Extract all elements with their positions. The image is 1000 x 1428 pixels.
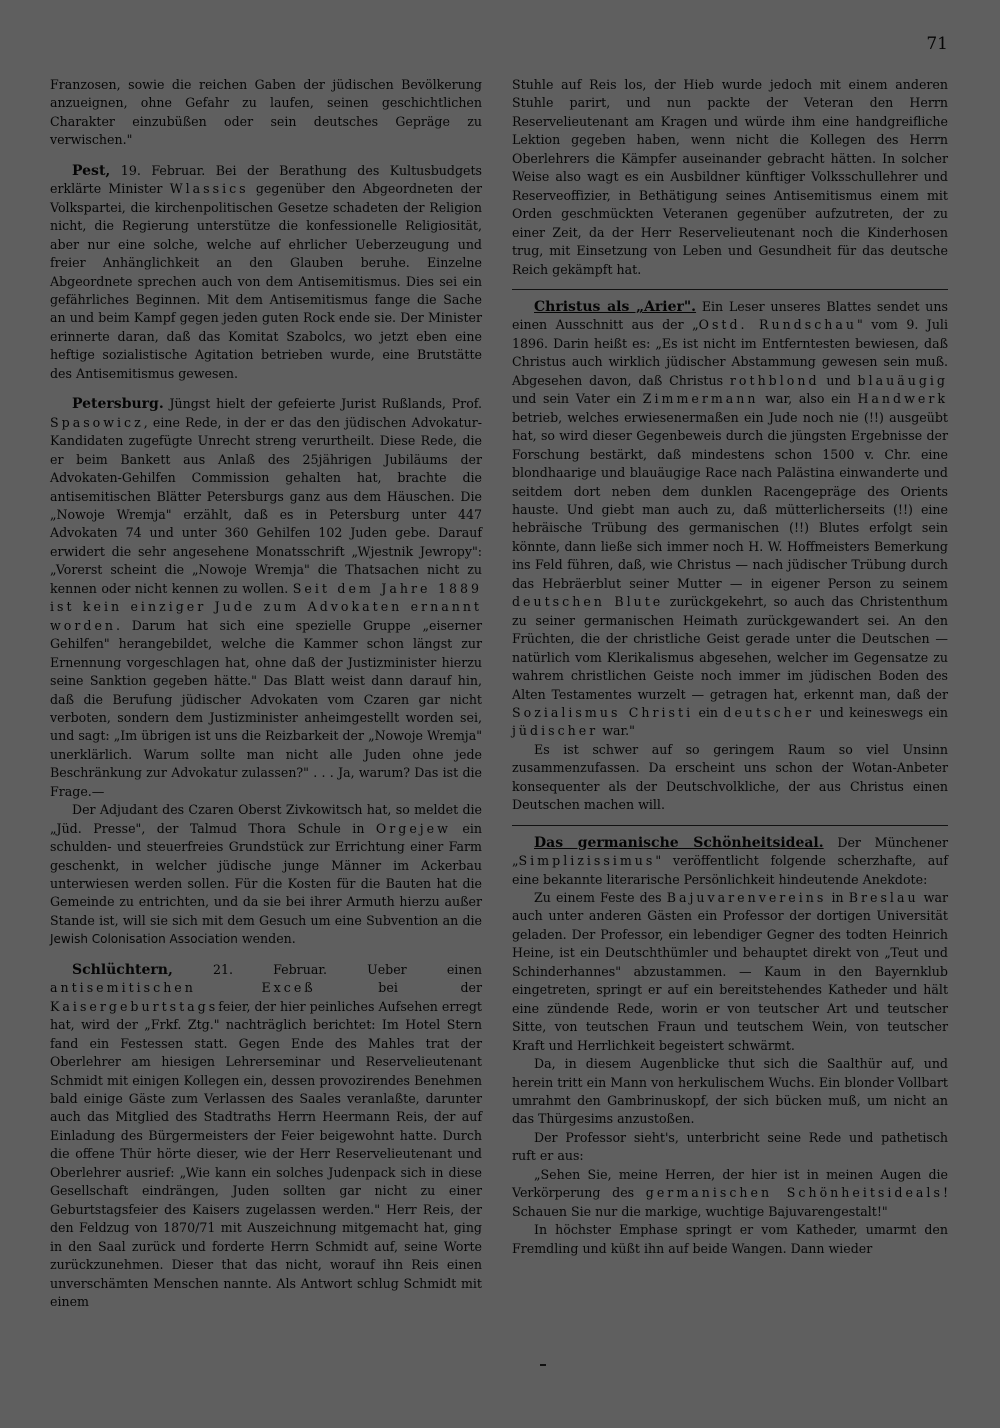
article-text: Ein Leser unseres Blattes sendet uns einen Ausschnitt aus der „: [512, 298, 948, 333]
article-text: betrieb, welches erwiesenermaßen ein Jude noch nie (!!) ausgeübt hat, so wird dieser Gegenbeweis durch die jüngsten Ergebnisse der Forschung bestärkt, daß mindestens schon 1500 v. Chr. eine blondhaarige und blauäugige Race nach Palästina einwanderte und seitdem dort neben dem dunklen Racengepräge des Orients hauste. Und giebt man auch zu, daß mütterlicherseits (!!) eine hebräische Trübung des germanischen (!!) Blutes erfolgt sein könnte, dann ließe sich immer noch H. W. Hoffmeisters Bemerkung ins Feld führen, daß, wie Christus — nach jüdischer Trübung durch das Hebräerblut seiner Mutter — in eigener Person zu seinem: [512, 409, 948, 591]
article-text: Ueber einen: [326, 961, 482, 977]
dateline-pest: Pest,: [72, 162, 111, 179]
article-text: war.": [598, 723, 635, 739]
article-text: feier, der hier peinliches Aufsehen erregt hat, wird der „Frkf. Ztg." nachträglich berichtet: Im Hotel Stern fand ein Festessen statt. Gegen Ende des Mahles trat der Oberlehrer am hiesigen Lehrerseminar und Reservelieutenant Schmidt mit einigen Kollegen ein, dessen provozirendes Benehmen bald einige Gäste zum Verlassen des Saales veranlaßte, darunter auch das Mitglied des Stadtraths Herrn Heermann Reis, der auf Einladung des Bürgermeisters der Feier beigewohnt hatte. Durch die offene Thür hörte dieser, wie der Herr Reservelieutenant und Oberlehrer ausrief: „Wie kann ein solches Judenpack sich in diese Gesellschaft eindrängen, Juden sollten gar nicht zu einer Geburtstagsfeier des Kaisers zugelassen werden." Herr Reis, der den Feldzug von 1870/71 mit Auszeichnung mitgemacht hat, ging in den Saal zurück und forderte Herrn Schmidt auf, seine Worte zurückzunehmen. Dieser that das nicht, worauf ihn Reis einen unverschämten Menschen nannte. Als Antwort schlug Schmidt mit einem: [50, 998, 482, 1309]
spaced-emphasis: Breslau: [848, 890, 919, 906]
spaced-emphasis: deutschen Blute: [512, 594, 664, 610]
footer-mark: [540, 1364, 546, 1366]
heading-christus: Christus als „Arier".: [534, 298, 697, 315]
spaced-name: Spasowicz: [50, 414, 144, 430]
article-pest: [50, 162, 482, 383]
article-text: wenden.: [237, 931, 296, 947]
article-text: Zu einem Feste des: [534, 890, 667, 906]
spaced-emphasis: antisemitischen Exceß: [50, 980, 316, 996]
article-text: . Darum hat sich eine spezielle Gruppe „eiserner Gehilfen" herangebildet, welche die Kammer schon längst zur Ernennung vorgeschlagen hat, ohne daß der Justizminister hierzu seine Sanktion gegeben hätte." Das Blatt weist dann darauf hin, daß die Berufung jüdischer Advokaten vom Czaren gar nicht verboten, sondern dem Justizminister anheimgestellt worden sei, und sagt: „Im übrigen ist uns die Reizbarkeit der „Nowoje Wremja" unerklärlich. Warum sollte man nicht alle Juden ohne jede Beschränkung zur Advokatur zulassen?" . . . Ja, warum? Das ist die Frage.—: [50, 617, 482, 799]
article-text: „Sehen Sie, meine Herren, der hier ist in meinen Augen die Verkörperung des: [512, 1166, 948, 1201]
spaced-emphasis: blauäugig: [857, 372, 948, 388]
date-schluechtern: 21. Februar.: [172, 961, 327, 977]
dateline-petersburg: Petersburg.: [72, 396, 164, 413]
date-pest: 19. Februar.: [110, 162, 206, 178]
article-text: Der Adjudant des Czaren Oberst Zivkowitsch hat, so meldet die „Jüd. Presse", der Talmud Thora Schule in: [50, 802, 482, 836]
section-divider: [512, 289, 948, 290]
article-petersburg: [50, 395, 482, 801]
right-column: [512, 76, 948, 1258]
article-text: war auch unter anderen Gästen ein Professor der dortigen Universität geladen. Der Professor, ein lebendiger Gegner des todten Heinrich Heine, ist ein Deutschthümler und behauptet direkt von „Teut und Schinderhannes" abzustammen. — Kaum in den Bayernklub eingetreten, springt er auf ein bereitstehendes Katheder und hält eine zündende Rede, worin er von teutscher Art und teutscher Sitte, von teutschen Fraun und teutschem Wein, von teutscher Kraft und Herrlichkeit begeistert schwärmt.: [512, 890, 948, 1053]
spaced-emphasis: Bajuvarenvereins: [666, 890, 827, 906]
anecdote-p2: Da, in diesem Augenblicke thut sich die Saalthür auf, und herein tritt ein Mann von herkulischem Wuchs. Ein blonder Vollbart umrahmt den Gambrinuskopf, der sich bücken muß, um nicht an das Thürgesims anzustoßen.: [512, 1056, 948, 1127]
spaced-emphasis: jüdischer: [512, 723, 599, 739]
section-divider: [512, 825, 948, 826]
spaced-emphasis: deutscher: [723, 704, 815, 720]
spaced-emphasis: Kaisergeburtstags: [50, 998, 219, 1014]
article-text: Bei der Berathung des Kultusbudgets erklärte Minister: [50, 162, 482, 197]
article-petersburg-p2: [50, 801, 482, 949]
spaced-name: Wlassics: [169, 181, 249, 197]
article-text: bei der: [315, 980, 482, 996]
article-text: ein: [693, 704, 724, 720]
anecdote-p5: In höchster Emphase springt er vom Katheder, umarmt den Fremdling und küßt ihn auf beide Wangen. Dann wieder: [512, 1222, 948, 1256]
article-text: in: [826, 890, 849, 906]
continued-paragraph: Stuhle auf Reis los, der Hieb wurde jedoch mit einem anderen Stuhle parirt, und nun packte der Veteran den Herrn Reservelieutenant am Kragen und würde ihm eine handgreifliche Lektion gegeben haben, wenn nicht die Kollegen des Herrn Oberlehrers die Kämpfer auseinander gebracht hätten. In solcher Weise also wagt es ein Ausbildner künftiger Volksschullehrer und Reserveoffizier, in Bethätigung seines Antisemitismus einem mit Orden geschmückten Veteranen gegenüber aufzutreten, der zu einer Zeit, da der Herr Reservelieutenant noch die Kinderhosen trug, mit Einsetzung von Leben und Gesundheit für das deutsche Reich gekämpft hat.: [512, 77, 948, 277]
article-text: und keineswegs ein: [814, 704, 948, 720]
article-text: " veröffentlicht folgende scherzhafte, auf eine bekannte literarische Persönlichkeit hindeutende Anekdote:: [512, 853, 948, 887]
anecdote-p3: Der Professor sieht's, unterbricht seine Rede und pathetisch ruft er aus:: [512, 1129, 948, 1164]
article-schluechtern: [50, 961, 482, 1312]
spaced-emphasis: Sozialismus Christi: [512, 704, 694, 720]
article-text: " vom 9. Juli 1896. Darin heißt es: „Es ist nicht im Entferntesten bewiesen, daß Christus auch wirklich jüdischer Abstammung gewesen sein muß. Abgesehen davon, daß Christus: [512, 317, 948, 388]
spaced-emphasis: rothblond: [729, 372, 820, 388]
article-text: zurückgekehrt, so auch das Christenthum zu seiner germanischen Heimath zurückgewandert sei. An den Früchten, die der christliche Geist gerade unter die Deutschen — natürlich vom Klerikalismus abgesehen, welcher im Gegensatze zu wahrem christlichen Geiste noch immer im jüdischen Boden des Alten Testamentes wurzelt — getragen hat, erkennt man, daß der: [512, 594, 948, 702]
article-text: und sein Vater ein: [512, 391, 643, 407]
dateline-schluechtern: Schlüchtern,: [72, 961, 173, 978]
article-christus: [512, 298, 948, 741]
anecdote-p1: [512, 889, 948, 1055]
left-column: [50, 76, 482, 1311]
latin-text: Jewish Colonisation Association: [50, 932, 238, 947]
article-text: Der Münchener „: [512, 834, 948, 869]
article-text: ein schulden- und steuerfreies Grundstück zur Errichtung einer Farm geschenkt, in welcher jüdische junge Männer im Ackerbau unterwiesen werden sollen. Für die Kosten für die Bauten hat die Gemeinde zu entrichten, und da sie bei ihrer Armuth hierzu außer Stande ist, will sie sich mit dem Gesuch um eine Subvention an die: [50, 820, 482, 928]
spaced-emphasis: Handwerk: [857, 391, 948, 407]
spaced-emphasis: Zimmermann: [642, 391, 759, 407]
spaced-emphasis: Simplizissimus: [518, 853, 656, 869]
spaced-emphasis: Seit dem Jahre 1889 ist kein einziger Jude zum Advokaten ernannt worden: [50, 580, 482, 633]
spaced-emphasis: Orgejew: [375, 820, 451, 836]
article-christus-p2: Es ist schwer auf so geringem Raum so viel Unsinn zusammenzufassen. Da erscheint uns schon der Wotan-Anbeter konsequenter als der Deutschvolkliche, der aus Christus einen Deutschen machen will.: [512, 741, 948, 813]
spaced-emphasis: Ostd. Rundschau: [698, 317, 857, 333]
article-text: war, also ein: [758, 391, 858, 407]
anecdote-p4: [512, 1166, 948, 1221]
article-text: ! Schauen Sie nur die markige, wuchtige Bajuvarengestalt!": [512, 1185, 948, 1219]
page-number: 71: [926, 34, 948, 54]
heading-schoenheitsideal: Das germanische Schönheitsideal.: [534, 834, 824, 851]
article-schoenheitsideal: [512, 834, 948, 889]
article-text: und: [819, 372, 858, 388]
article-text: , eine Rede, in der er das den jüdischen Advokatur-Kandidaten zugefügte Unrecht streng verurtheilt. Diese Rede, die er beim Bankett aus Anlaß des 25jährigen Jubiläums der Advokaten-Gehilfen Commission gehalten hat, brachte die antisemitischen Blätter Petersburgs ganz aus dem Häuschen. Die „Nowoje Wremja" erzählt, daß es in Petersburg unter 447 Advokaten 74 und unter 360 Gehilfen 102 Juden gebe. Darauf erwidert die sehr angesehene Monatsschrift „Wjestnik Jewropy": „Vorerst scheint die „Nowoje Wremja" die Thatsachen nicht zu kennen oder nicht kennen zu wollen.: [50, 414, 482, 596]
intro-paragraph: Franzosen, sowie die reichen Gaben der jüdischen Bevölkerung anzueignen, ohne Gefahr zu laufen, seinen geschichtlichen Charakter einzubüßen oder sein deutsches Gepräge zu verwischen.": [50, 77, 482, 148]
article-text: Jüngst hielt der gefeierte Jurist Rußlands, Prof.: [163, 396, 482, 412]
spaced-emphasis: germanischen Schönheitsideals: [645, 1185, 943, 1201]
article-text: gegenüber den Abgeordneten der Volkspartei, die kirchenpolitischen Gesetze schadeten der Religion nicht, die Regierung unterstütze die konfessionelle Religiosität, aber nur eine solche, welche auf ehrlicher Ueberzeugung und freier Anhänglichkeit an den Glauben beruhe. Einzelne Abgeordnete sprechen auch von dem Antisemitismus. Dies sei ein gefährliches Beginnen. Mit dem Antisemitismus fange die Sache an und beim Kampf gegen jeden guten Rock ende sie. Der Minister erinnerte daran, daß das Komitat Szabolcs, wo jetzt eben eine heftige sozialistische Agitation betrieben wurde, eine Brutstätte des Antisemitismus gewesen.: [50, 181, 482, 381]
